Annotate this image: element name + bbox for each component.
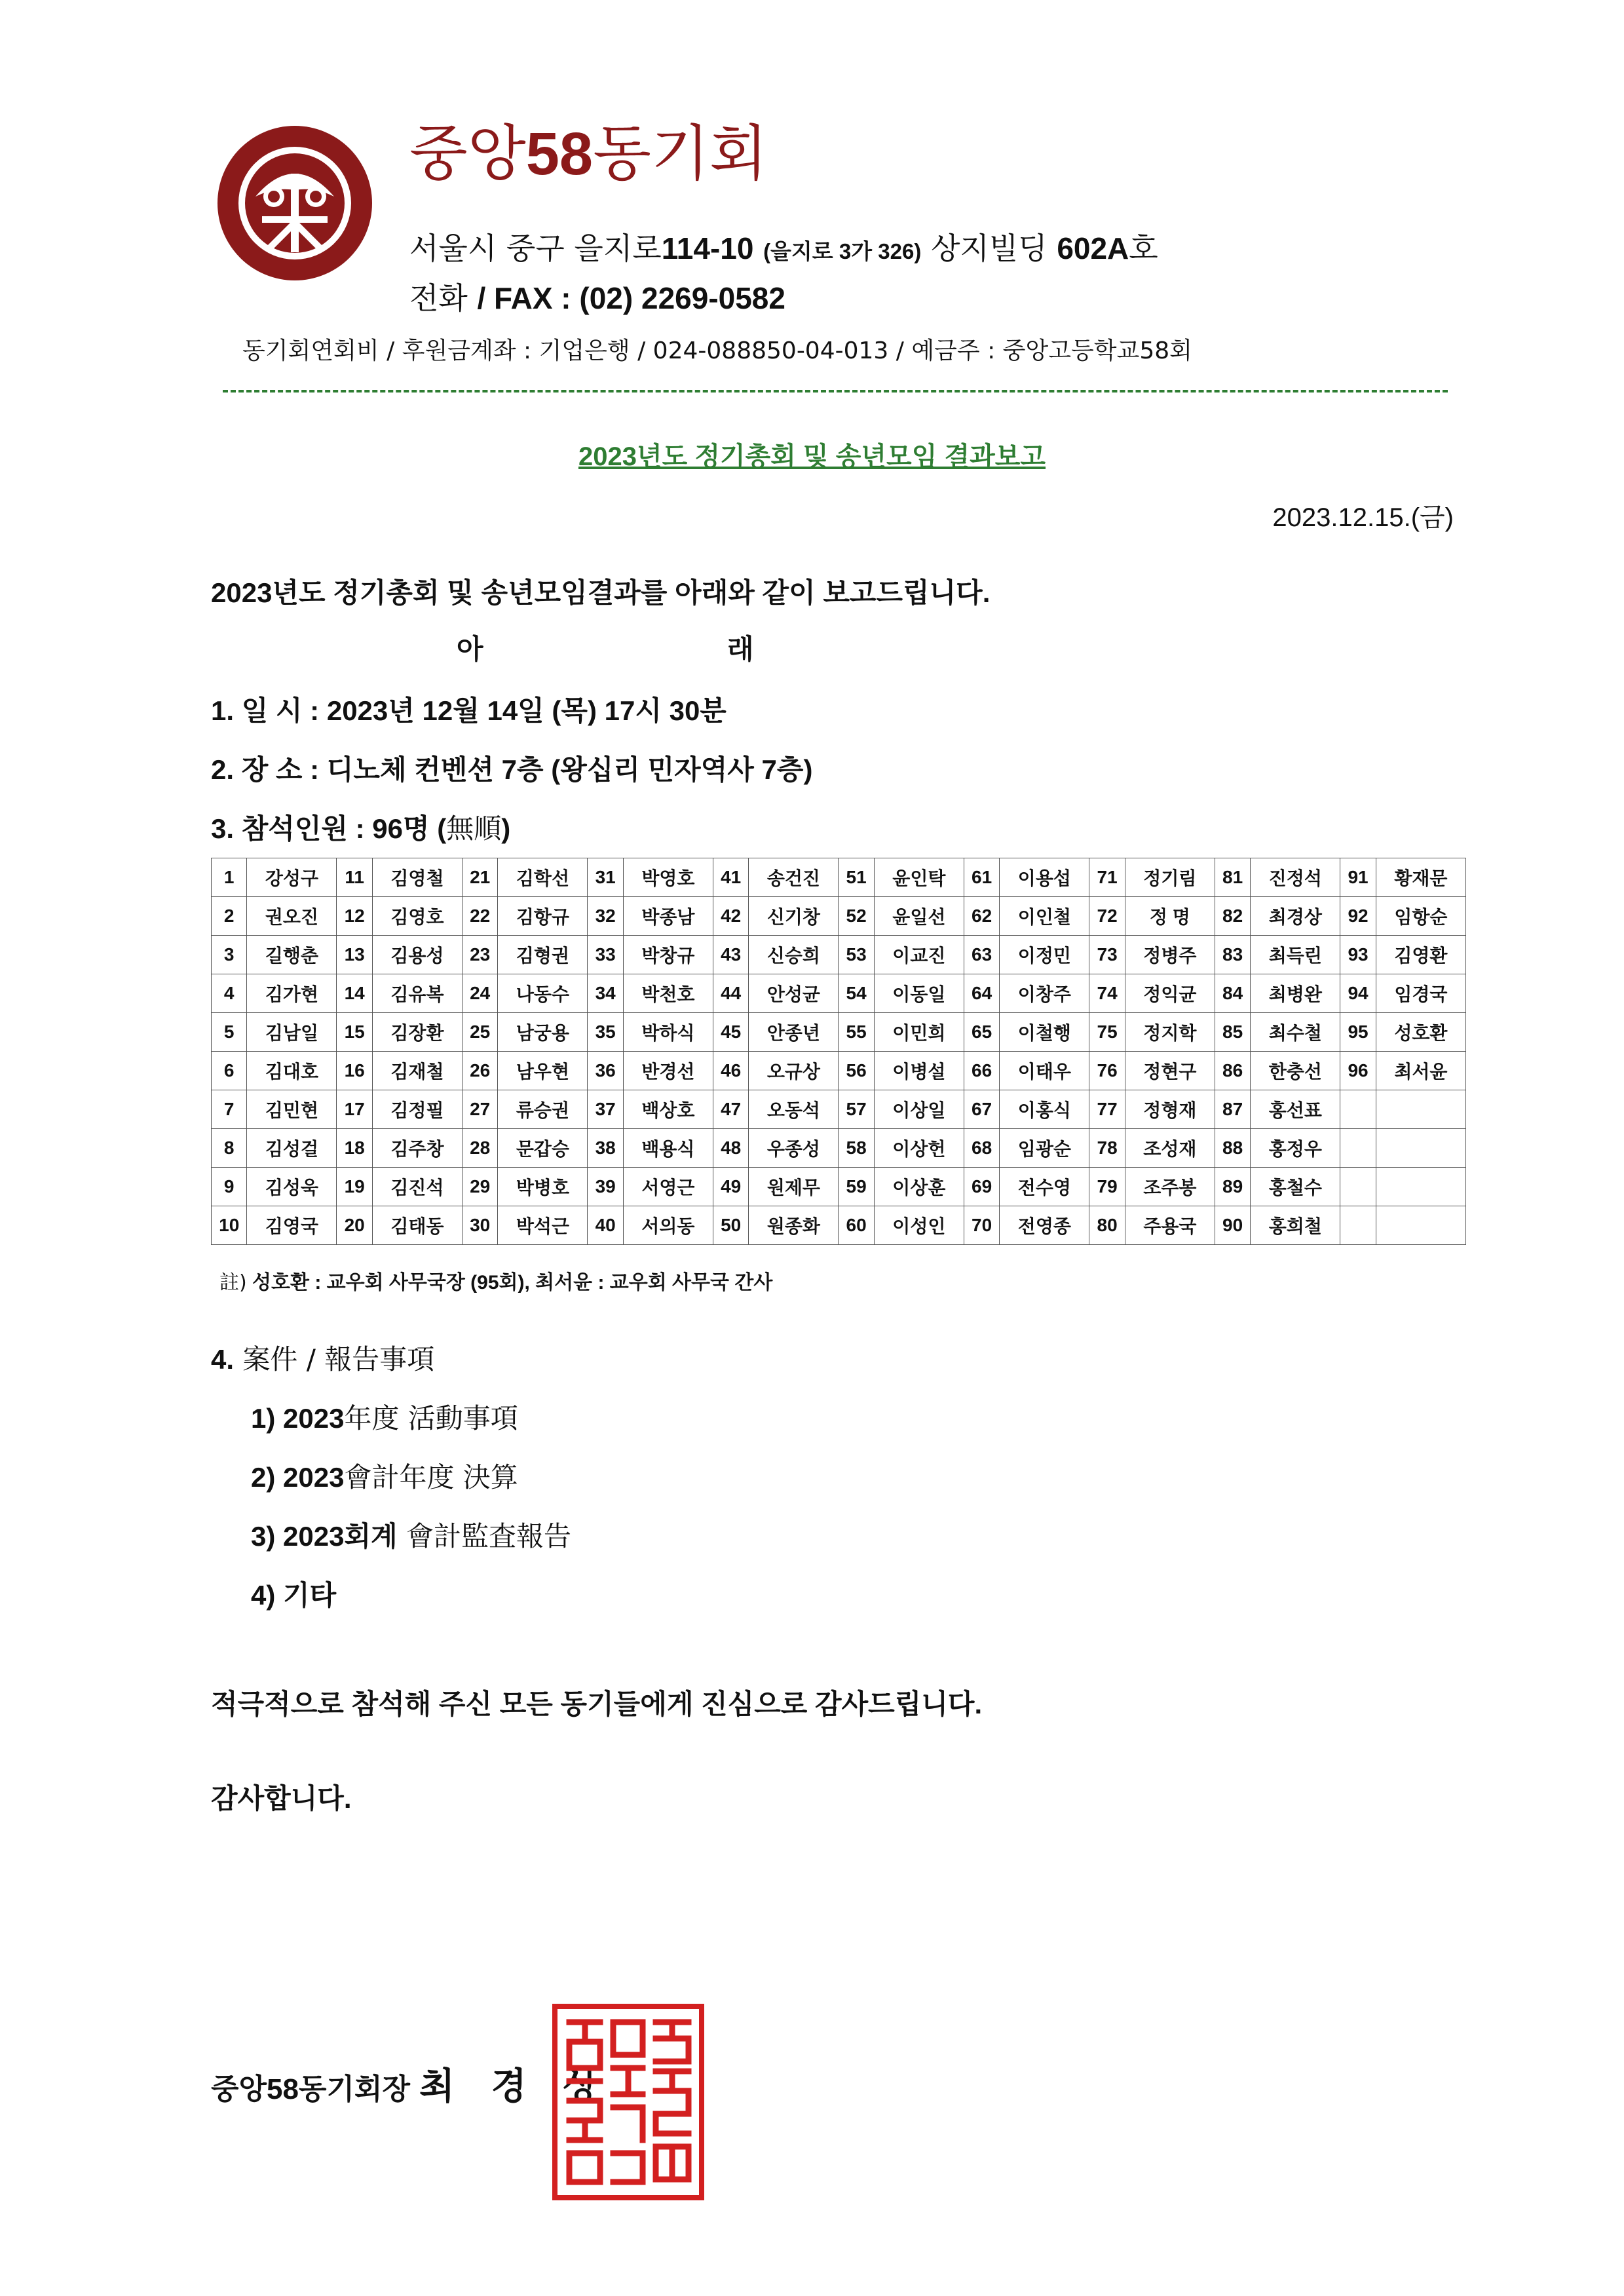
attendee-number: 34 [588, 974, 623, 1013]
attendee-number: 49 [713, 1168, 748, 1206]
attendee-number: 4 [212, 974, 247, 1013]
attendee-number: 57 [839, 1090, 874, 1129]
attendee-number: 48 [713, 1129, 748, 1168]
attendee-name: 김재철 [372, 1052, 462, 1090]
attendee-number: 53 [839, 936, 874, 974]
attendee-name: 주용국 [1125, 1206, 1215, 1245]
item-place: 2. 장 소 : 디노체 컨벤션 7층 (왕십리 민자역사 7층) [211, 754, 813, 785]
thanks-text: 적극적으로 참석해 주신 모든 동기들에게 진심으로 감사드립니다. [211, 1689, 983, 1719]
attendee-name: 전영종 [1000, 1206, 1089, 1245]
attendee-name: 반경선 [623, 1052, 713, 1090]
attendee-number: 24 [462, 974, 497, 1013]
attendee-name: 이홍식 [1000, 1090, 1089, 1129]
attendee-number: 2 [212, 897, 247, 936]
attendee-number: 70 [964, 1206, 999, 1245]
attendee-number: 95 [1340, 1013, 1376, 1052]
attendee-number: 36 [588, 1052, 623, 1090]
attendee-number: 65 [964, 1013, 999, 1052]
attendee-name: 나동수 [498, 974, 588, 1013]
attendee-name: 최서윤 [1376, 1052, 1465, 1090]
attendee-number: 3 [212, 936, 247, 974]
attendee-name: 안종년 [749, 1013, 839, 1052]
attendee-number: 89 [1215, 1168, 1250, 1206]
attendee-name: 김영환 [1376, 936, 1465, 974]
attendee-name: 이동일 [874, 974, 964, 1013]
attendee-number: 85 [1215, 1013, 1250, 1052]
attendee-name: 이태우 [1000, 1052, 1089, 1090]
agenda-1: 1) 2023年度 活動事項 [251, 1402, 518, 1434]
attendee-name: 김대호 [247, 1052, 337, 1090]
attendee-name: 박병호 [498, 1168, 588, 1206]
attendee-number: 73 [1089, 936, 1125, 974]
attendee-name: 이성인 [874, 1206, 964, 1245]
attendee-name: 정익균 [1125, 974, 1215, 1013]
attendee-name: 신승희 [749, 936, 839, 974]
attendee-number: 30 [462, 1206, 497, 1245]
attendee-number: 8 [212, 1129, 247, 1168]
item-attendance: 3. 참석인원 : 96명 (無順) [211, 813, 511, 845]
attendee-name: 오동석 [749, 1090, 839, 1129]
attendee-number: 25 [462, 1013, 497, 1052]
signer-name: 최 경 상 [419, 2065, 612, 2107]
attendee-name: 송건진 [749, 858, 839, 897]
attendee-number: 44 [713, 974, 748, 1013]
attendee-number: 5 [212, 1013, 247, 1052]
table-row [212, 897, 1466, 936]
attendee-name: 이상헌 [874, 1129, 964, 1168]
attendee-name: 김영국 [247, 1206, 337, 1245]
document-date: 2023.12.15.(금) [1272, 503, 1454, 532]
attendee-name: 황재문 [1376, 858, 1465, 897]
attendee-name: 원종화 [749, 1206, 839, 1245]
attendee-name: 김용성 [372, 936, 462, 974]
attendee-name: 윤인탁 [874, 858, 964, 897]
school-emblem-logo [216, 124, 373, 282]
attendee-number: 43 [713, 936, 748, 974]
attendee-name: 박천호 [623, 974, 713, 1013]
attendee-number: 76 [1089, 1052, 1125, 1090]
attendee-name: 안성균 [749, 974, 839, 1013]
attendee-name: 김민현 [247, 1090, 337, 1129]
attendee-name: 임항순 [1376, 897, 1465, 936]
attendee-name: 이상훈 [874, 1168, 964, 1206]
attendee-number: 9 [212, 1168, 247, 1206]
attendee-name: 이철행 [1000, 1013, 1089, 1052]
attendee-number: 58 [839, 1129, 874, 1168]
attendee-name: 조주봉 [1125, 1168, 1215, 1206]
attendee-name: 이인철 [1000, 897, 1089, 936]
attendee-number: 62 [964, 897, 999, 936]
attendee-name: 이민희 [874, 1013, 964, 1052]
attendee-number: 1 [212, 858, 247, 897]
attendee-number: 69 [964, 1168, 999, 1206]
attendee-number: 7 [212, 1090, 247, 1129]
attendee-number: 11 [337, 858, 372, 897]
attendee-name: 김진석 [372, 1168, 462, 1206]
attendee-name [1376, 1206, 1465, 1245]
attendee-number: 46 [713, 1052, 748, 1090]
attendee-name: 김항규 [498, 897, 588, 936]
table-row [212, 1052, 1466, 1090]
attendee-number: 82 [1215, 897, 1250, 936]
item-agenda: 4. 案件 / 報告事項 [211, 1343, 435, 1375]
attendee-number: 90 [1215, 1206, 1250, 1245]
attendee-name: 백용식 [623, 1129, 713, 1168]
attendee-name: 서의동 [623, 1206, 713, 1245]
attendee-name: 이병설 [874, 1052, 964, 1090]
intro-text: 2023년도 정기총회 및 송년모임결과를 아래와 같이 보고드립니다. [211, 577, 991, 608]
attendee-number: 12 [337, 897, 372, 936]
attendee-name: 김정필 [372, 1090, 462, 1129]
table-row [212, 1129, 1466, 1168]
table-row [212, 1090, 1466, 1129]
attendee-number: 59 [839, 1168, 874, 1206]
attendee-number: 86 [1215, 1052, 1250, 1090]
attendee-number: 10 [212, 1206, 247, 1245]
attendee-number: 55 [839, 1013, 874, 1052]
attendee-number: 23 [462, 936, 497, 974]
attendee-number: 29 [462, 1168, 497, 1206]
header-divider [223, 390, 1448, 392]
attendee-number: 16 [337, 1052, 372, 1090]
attendee-number: 37 [588, 1090, 623, 1129]
table-row [212, 1168, 1466, 1206]
attendee-name: 홍철수 [1251, 1168, 1340, 1206]
attendee-number: 96 [1340, 1052, 1376, 1090]
table-row [212, 936, 1466, 974]
attendee-number: 64 [964, 974, 999, 1013]
attendee-name: 최득린 [1251, 936, 1340, 974]
attendee-name: 한충선 [1251, 1052, 1340, 1090]
agenda-3: 3) 2023회계 會計監査報告 [251, 1520, 571, 1552]
closing-text: 감사합니다. [211, 1783, 352, 1814]
attendee-number: 20 [337, 1206, 372, 1245]
signature-line: 중앙58동기회장 최 경 상 [211, 2065, 612, 2107]
attendee-name: 박석근 [498, 1206, 588, 1245]
attendee-name: 전수영 [1000, 1168, 1089, 1206]
attendee-name: 박하식 [623, 1013, 713, 1052]
org-name: 중앙58동기회 [409, 119, 768, 189]
bank-account-line: 동기회연회비 / 후원금계좌 : 기업은행 / 024-088850-04-013 / 예금주 : 중앙고등학교58회 [242, 337, 1192, 364]
attendee-name: 정지학 [1125, 1013, 1215, 1052]
attendee-name: 정 명 [1125, 897, 1215, 936]
attendee-number: 67 [964, 1090, 999, 1129]
attendee-number: 41 [713, 858, 748, 897]
attendee-number: 83 [1215, 936, 1250, 974]
attendee-name: 김성욱 [247, 1168, 337, 1206]
attendee-number: 52 [839, 897, 874, 936]
attendee-number [1340, 1129, 1376, 1168]
attendee-number: 56 [839, 1052, 874, 1090]
attendee-number: 61 [964, 858, 999, 897]
attendee-name: 이상일 [874, 1090, 964, 1129]
attendee-name: 김영철 [372, 858, 462, 897]
attendee-number: 13 [337, 936, 372, 974]
tel-fax-line: 전화 / FAX : (02) 2269-0582 [409, 280, 785, 316]
attendee-name: 이창주 [1000, 974, 1089, 1013]
attendee-name: 최병완 [1251, 974, 1340, 1013]
attendee-name: 길행춘 [247, 936, 337, 974]
attendee-name: 조성재 [1125, 1129, 1215, 1168]
attendee-number: 31 [588, 858, 623, 897]
attendee-number: 63 [964, 936, 999, 974]
attendee-number: 54 [839, 974, 874, 1013]
attendee-number: 94 [1340, 974, 1376, 1013]
attendee-name: 남궁용 [498, 1013, 588, 1052]
attendee-name: 신기창 [749, 897, 839, 936]
attendee-name: 홍선표 [1251, 1090, 1340, 1129]
attendee-number: 78 [1089, 1129, 1125, 1168]
attendee-number [1340, 1090, 1376, 1129]
attendee-number: 14 [337, 974, 372, 1013]
attendee-number: 39 [588, 1168, 623, 1206]
attendee-name: 김유복 [372, 974, 462, 1013]
attendee-number: 21 [462, 858, 497, 897]
attendee-number: 45 [713, 1013, 748, 1052]
attendee-name: 윤일선 [874, 897, 964, 936]
attendee-number: 47 [713, 1090, 748, 1129]
attendee-number: 92 [1340, 897, 1376, 936]
attendee-name: 원제무 [749, 1168, 839, 1206]
attendee-name: 박영호 [623, 858, 713, 897]
attendee-number: 6 [212, 1052, 247, 1090]
attendee-table [211, 858, 1466, 1245]
table-row [212, 1206, 1466, 1245]
attendee-number: 91 [1340, 858, 1376, 897]
attendee-name: 강성구 [247, 858, 337, 897]
attendee-number: 81 [1215, 858, 1250, 897]
attendee-name: 권오진 [247, 897, 337, 936]
attendee-number: 38 [588, 1129, 623, 1168]
attendee-number: 28 [462, 1129, 497, 1168]
attendee-number: 51 [839, 858, 874, 897]
attendee-number: 50 [713, 1206, 748, 1245]
attendee-name: 임경국 [1376, 974, 1465, 1013]
attendee-number [1340, 1168, 1376, 1206]
attendee-number: 84 [1215, 974, 1250, 1013]
attendee-name: 서영근 [623, 1168, 713, 1206]
attendee-number: 15 [337, 1013, 372, 1052]
attendee-name: 남우현 [498, 1052, 588, 1090]
agenda-2: 2) 2023會計年度 決算 [251, 1461, 518, 1493]
attendee-name: 진정석 [1251, 858, 1340, 897]
attendee-number: 27 [462, 1090, 497, 1129]
attendee-name: 최수철 [1251, 1013, 1340, 1052]
attendee-name: 류승권 [498, 1090, 588, 1129]
attendee-name: 이교진 [874, 936, 964, 974]
attendee-name: 홍희철 [1251, 1206, 1340, 1245]
attendee-number: 66 [964, 1052, 999, 1090]
attendee-number: 71 [1089, 858, 1125, 897]
table-row [212, 858, 1466, 897]
attendee-number: 18 [337, 1129, 372, 1168]
attendee-name: 백상호 [623, 1090, 713, 1129]
attendee-name: 김형권 [498, 936, 588, 974]
attendee-name [1376, 1129, 1465, 1168]
attendee-name: 김주창 [372, 1129, 462, 1168]
attendee-name: 최경상 [1251, 897, 1340, 936]
attendee-name: 정현구 [1125, 1052, 1215, 1090]
attendee-name: 정형재 [1125, 1090, 1215, 1129]
attendee-number: 77 [1089, 1090, 1125, 1129]
attendee-name: 정기림 [1125, 858, 1215, 897]
attendee-number: 79 [1089, 1168, 1125, 1206]
attendee-name: 박종남 [623, 897, 713, 936]
attendee-number: 75 [1089, 1013, 1125, 1052]
attendee-number: 26 [462, 1052, 497, 1090]
attendee-number: 88 [1215, 1129, 1250, 1168]
attendee-number: 17 [337, 1090, 372, 1129]
agenda-4: 4) 기타 [251, 1580, 337, 1611]
attendee-number: 60 [839, 1206, 874, 1245]
table-row [212, 1013, 1466, 1052]
attendee-number: 19 [337, 1168, 372, 1206]
attendee-name: 이용섭 [1000, 858, 1089, 897]
attendee-number: 42 [713, 897, 748, 936]
attendee-name: 성호환 [1376, 1013, 1465, 1052]
item-datetime: 1. 일 시 : 2023년 12월 14일 (목) 17시 30분 [211, 695, 727, 726]
attendee-number: 74 [1089, 974, 1125, 1013]
attendee-name: 김성걸 [247, 1129, 337, 1168]
table-row [212, 974, 1466, 1013]
attendee-name: 김남일 [247, 1013, 337, 1052]
attendee-name: 홍정우 [1251, 1129, 1340, 1168]
attendee-number: 68 [964, 1129, 999, 1168]
attendee-name: 임광순 [1000, 1129, 1089, 1168]
attendee-name [1376, 1090, 1465, 1129]
attendee-number: 40 [588, 1206, 623, 1245]
attendee-number: 72 [1089, 897, 1125, 936]
below-heading-b: 래 [727, 633, 754, 665]
attendee-number: 87 [1215, 1090, 1250, 1129]
attendee-name: 우종성 [749, 1129, 839, 1168]
document-title: 2023년도 정기총회 및 송년모임 결과보고 [578, 442, 1046, 471]
attendee-number: 33 [588, 936, 623, 974]
attendee-number: 22 [462, 897, 497, 936]
address-line: 서울시 중구 을지로114-10 (을지로 3가 326) 상지빌딩 602A호 [409, 231, 1158, 266]
attendee-number: 32 [588, 897, 623, 936]
attendee-name: 오규상 [749, 1052, 839, 1090]
below-heading-a: 아 [457, 633, 483, 665]
attendee-name: 김영호 [372, 897, 462, 936]
attendee-number: 80 [1089, 1206, 1125, 1245]
table-footnote: 註) 성호환 : 교우회 사무국장 (95회), 최서윤 : 교우회 사무국 간사 [219, 1271, 773, 1294]
attendee-name [1376, 1168, 1465, 1206]
attendee-name: 김태동 [372, 1206, 462, 1245]
attendee-name: 박창규 [623, 936, 713, 974]
official-seal-stamp [552, 2004, 704, 2200]
attendee-name: 김장환 [372, 1013, 462, 1052]
attendee-number: 35 [588, 1013, 623, 1052]
attendee-name: 문갑승 [498, 1129, 588, 1168]
attendee-name: 이정민 [1000, 936, 1089, 974]
attendee-name: 정병주 [1125, 936, 1215, 974]
attendee-number [1340, 1206, 1376, 1245]
attendee-name: 김학선 [498, 858, 588, 897]
attendee-number: 93 [1340, 936, 1376, 974]
attendee-name: 김가현 [247, 974, 337, 1013]
